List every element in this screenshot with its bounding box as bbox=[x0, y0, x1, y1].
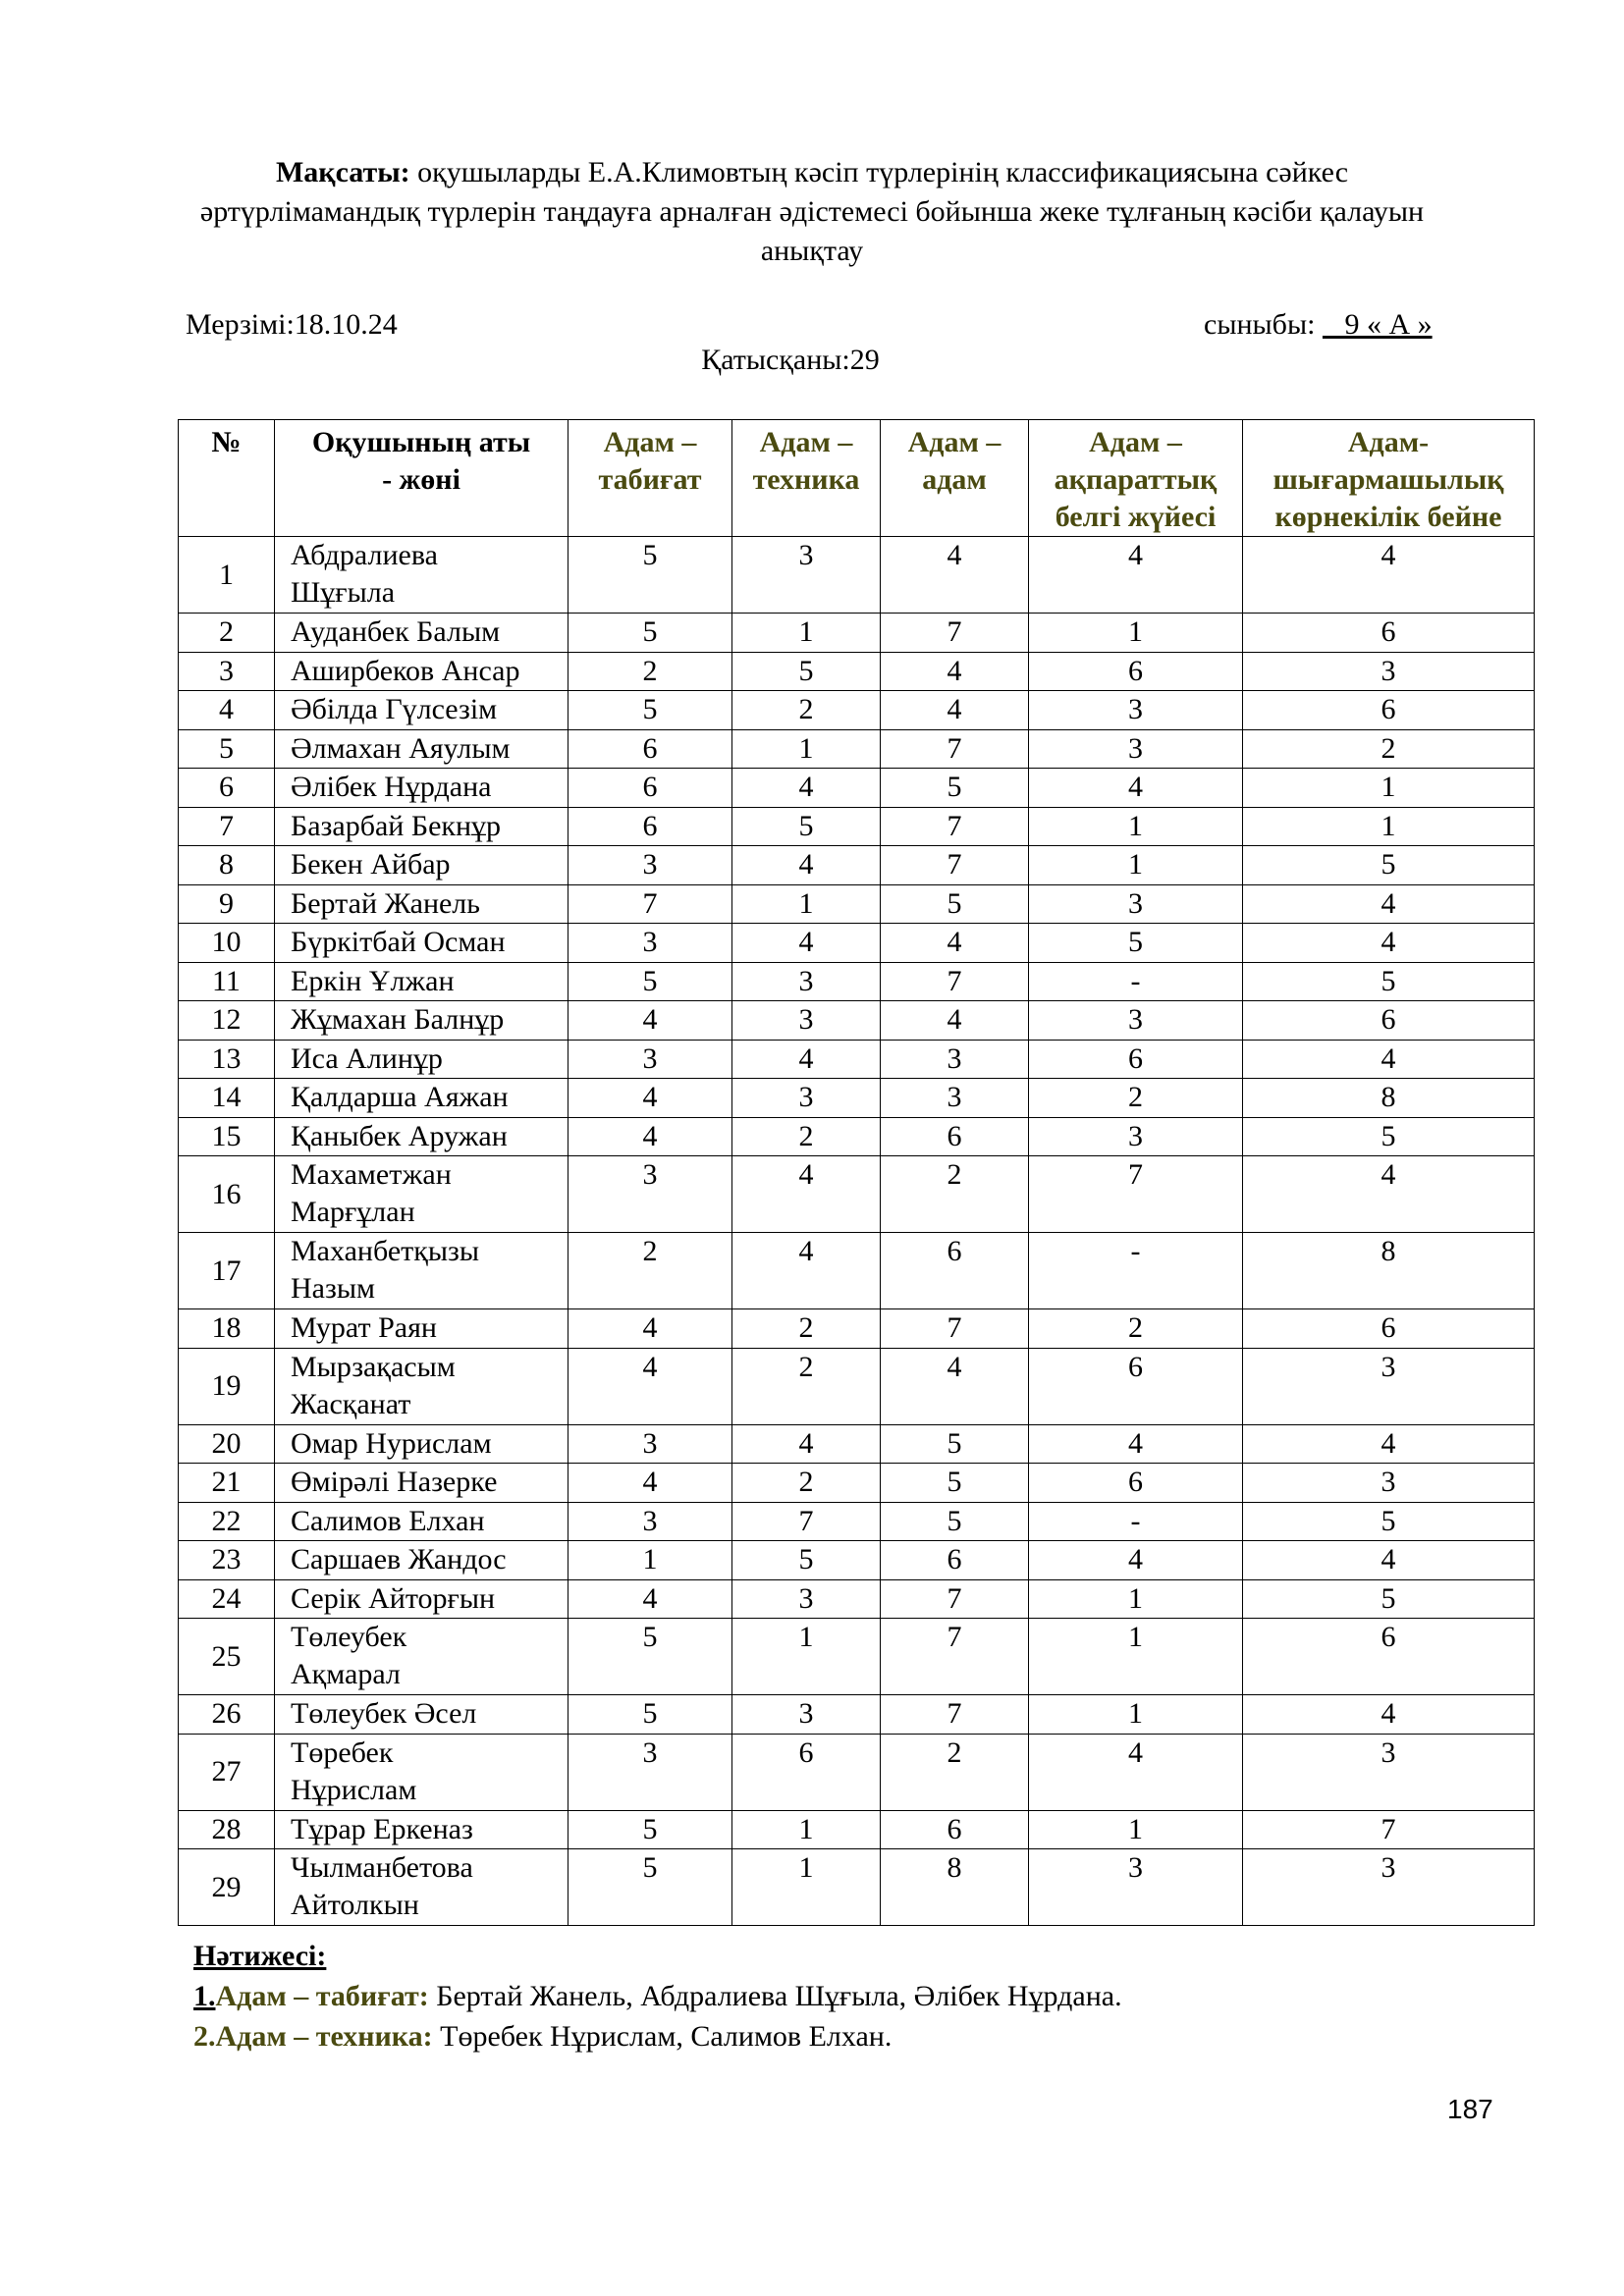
score-nature: 5 bbox=[568, 1810, 732, 1849]
student-name: Еркін Ұлжан bbox=[275, 962, 568, 1001]
table-row bbox=[179, 1734, 1535, 1810]
score-artistic: 1 bbox=[1243, 807, 1535, 846]
table-row bbox=[179, 1156, 1535, 1233]
score-sign-system: 1 bbox=[1029, 1810, 1243, 1849]
table-row bbox=[179, 1849, 1535, 1926]
score-human: 7 bbox=[881, 1619, 1029, 1695]
row-number: 24 bbox=[179, 1579, 275, 1619]
aim-line-2: әртүрлімамандық түрлерін таңдауға арналған әдістемесі бойынша жеке тұлғаның кәсіби қалауын bbox=[199, 195, 1425, 228]
aim-label: Мақсаты: bbox=[275, 156, 410, 188]
score-artistic: 5 bbox=[1243, 846, 1535, 885]
row-number: 7 bbox=[179, 807, 275, 846]
score-nature: 6 bbox=[568, 729, 732, 769]
score-sign-system: 1 bbox=[1029, 807, 1243, 846]
score-sign-system: 3 bbox=[1029, 729, 1243, 769]
table-row bbox=[179, 1309, 1535, 1349]
score-sign-system: 3 bbox=[1029, 691, 1243, 730]
student-name: Базарбай Бекнұр bbox=[275, 807, 568, 846]
score-human: 7 bbox=[881, 1695, 1029, 1735]
table-row bbox=[179, 884, 1535, 924]
score-nature: 5 bbox=[568, 691, 732, 730]
score-technics: 5 bbox=[732, 807, 881, 846]
score-nature: 6 bbox=[568, 769, 732, 808]
table-row bbox=[179, 769, 1535, 808]
table-row bbox=[179, 1810, 1535, 1849]
score-nature: 4 bbox=[568, 1579, 732, 1619]
row-number: 1 bbox=[179, 537, 275, 614]
score-artistic: 6 bbox=[1243, 1619, 1535, 1695]
score-technics: 4 bbox=[732, 1233, 881, 1309]
score-artistic: 4 bbox=[1243, 1040, 1535, 1079]
table-row bbox=[179, 1619, 1535, 1695]
aim-paragraph bbox=[86, 153, 1538, 271]
score-nature: 3 bbox=[568, 1502, 732, 1541]
score-technics: 3 bbox=[732, 962, 881, 1001]
score-artistic: 4 bbox=[1243, 884, 1535, 924]
student-name: Әлмахан Аяулым bbox=[275, 729, 568, 769]
student-name: Қалдарша Аяжан bbox=[275, 1079, 568, 1118]
score-sign-system: 4 bbox=[1029, 1734, 1243, 1810]
student-name: Маханбетқызы Назым bbox=[275, 1233, 568, 1309]
score-artistic: 3 bbox=[1243, 1348, 1535, 1424]
table-row bbox=[179, 924, 1535, 963]
score-human: 2 bbox=[881, 1156, 1029, 1233]
score-nature: 3 bbox=[568, 846, 732, 885]
participants-text: Қатысқаны:29 bbox=[701, 344, 880, 376]
header-nature: Адам – табиғат bbox=[568, 420, 732, 537]
score-human: 4 bbox=[881, 537, 1029, 614]
row-number: 26 bbox=[179, 1695, 275, 1735]
score-human: 7 bbox=[881, 1309, 1029, 1349]
score-artistic: 4 bbox=[1243, 1695, 1535, 1735]
score-human: 2 bbox=[881, 1734, 1029, 1810]
header-human: Адам – адам bbox=[881, 420, 1029, 537]
score-human: 4 bbox=[881, 652, 1029, 691]
score-artistic: 5 bbox=[1243, 1579, 1535, 1619]
student-name: Салимов Елхан bbox=[275, 1502, 568, 1541]
score-human: 7 bbox=[881, 614, 1029, 653]
score-human: 7 bbox=[881, 807, 1029, 846]
student-name: Омар Нурислам bbox=[275, 1424, 568, 1464]
score-nature: 3 bbox=[568, 1156, 732, 1233]
score-technics: 1 bbox=[732, 884, 881, 924]
score-artistic: 4 bbox=[1243, 1156, 1535, 1233]
score-human: 5 bbox=[881, 769, 1029, 808]
row-number: 27 bbox=[179, 1734, 275, 1810]
student-name: Мурат Раян bbox=[275, 1309, 568, 1349]
score-sign-system: 1 bbox=[1029, 614, 1243, 653]
row-number: 9 bbox=[179, 884, 275, 924]
score-human: 5 bbox=[881, 1464, 1029, 1503]
score-human: 4 bbox=[881, 1001, 1029, 1041]
row-number: 13 bbox=[179, 1040, 275, 1079]
student-name: Әлібек Нұрдана bbox=[275, 769, 568, 808]
score-sign-system: 5 bbox=[1029, 924, 1243, 963]
score-sign-system: 6 bbox=[1029, 1464, 1243, 1503]
score-nature: 3 bbox=[568, 924, 732, 963]
score-artistic: 7 bbox=[1243, 1810, 1535, 1849]
score-sign-system: - bbox=[1029, 1233, 1243, 1309]
student-name: Махаметжан Марғұлан bbox=[275, 1156, 568, 1233]
score-nature: 4 bbox=[568, 1348, 732, 1424]
row-number: 14 bbox=[179, 1079, 275, 1118]
score-human: 6 bbox=[881, 1810, 1029, 1849]
results-heading: Нәтижесі: bbox=[193, 1940, 327, 1972]
score-sign-system: 6 bbox=[1029, 1348, 1243, 1424]
score-technics: 1 bbox=[732, 1849, 881, 1926]
score-sign-system: 3 bbox=[1029, 1117, 1243, 1156]
score-technics: 2 bbox=[732, 1464, 881, 1503]
score-artistic: 3 bbox=[1243, 1734, 1535, 1810]
score-nature: 6 bbox=[568, 807, 732, 846]
student-name: Бүркітбай Осман bbox=[275, 924, 568, 963]
score-human: 7 bbox=[881, 962, 1029, 1001]
student-name: Жұмахан Балнұр bbox=[275, 1001, 568, 1041]
header-sign-system: Адам – ақпараттық белгі жүйесі bbox=[1029, 420, 1243, 537]
score-artistic: 3 bbox=[1243, 1849, 1535, 1926]
score-technics: 5 bbox=[732, 652, 881, 691]
score-technics: 7 bbox=[732, 1502, 881, 1541]
score-nature: 7 bbox=[568, 884, 732, 924]
table-row bbox=[179, 962, 1535, 1001]
score-technics: 4 bbox=[732, 1424, 881, 1464]
score-technics: 3 bbox=[732, 1695, 881, 1735]
score-nature: 5 bbox=[568, 1849, 732, 1926]
score-nature: 4 bbox=[568, 1079, 732, 1118]
table-row bbox=[179, 729, 1535, 769]
row-number: 28 bbox=[179, 1810, 275, 1849]
score-human: 4 bbox=[881, 691, 1029, 730]
score-technics: 3 bbox=[732, 1001, 881, 1041]
score-technics: 2 bbox=[732, 1309, 881, 1349]
score-nature: 5 bbox=[568, 614, 732, 653]
table-row bbox=[179, 1579, 1535, 1619]
row-number: 8 bbox=[179, 846, 275, 885]
row-number: 18 bbox=[179, 1309, 275, 1349]
score-technics: 4 bbox=[732, 769, 881, 808]
score-human: 5 bbox=[881, 1424, 1029, 1464]
student-name: Тұрар Еркеназ bbox=[275, 1810, 568, 1849]
row-number: 19 bbox=[179, 1348, 275, 1424]
score-artistic: 5 bbox=[1243, 1117, 1535, 1156]
table-row bbox=[179, 846, 1535, 885]
score-human: 5 bbox=[881, 1502, 1029, 1541]
score-nature: 3 bbox=[568, 1734, 732, 1810]
table-row bbox=[179, 1348, 1535, 1424]
row-number: 5 bbox=[179, 729, 275, 769]
score-artistic: 8 bbox=[1243, 1079, 1535, 1118]
score-sign-system: 4 bbox=[1029, 769, 1243, 808]
score-human: 3 bbox=[881, 1040, 1029, 1079]
score-nature: 5 bbox=[568, 962, 732, 1001]
score-technics: 6 bbox=[732, 1734, 881, 1810]
student-name: Саршаев Жандос bbox=[275, 1541, 568, 1580]
row-number: 6 bbox=[179, 769, 275, 808]
score-technics: 4 bbox=[732, 846, 881, 885]
result-item-2: 2.Адам – техника: Төребек Нұрислам, Салимов Елхан. bbox=[193, 2020, 893, 2053]
score-nature: 3 bbox=[568, 1040, 732, 1079]
result-item-1: 1.Адам – табиғат: Бертай Жанель, Абдралиева Шұғыла, Әлібек Нұрдана. bbox=[193, 1980, 1122, 2012]
score-technics: 3 bbox=[732, 1579, 881, 1619]
score-nature: 5 bbox=[568, 1619, 732, 1695]
score-artistic: 6 bbox=[1243, 691, 1535, 730]
score-artistic: 3 bbox=[1243, 1464, 1535, 1503]
row-number: 4 bbox=[179, 691, 275, 730]
score-sign-system: 3 bbox=[1029, 884, 1243, 924]
score-sign-system: - bbox=[1029, 1502, 1243, 1541]
score-human: 7 bbox=[881, 846, 1029, 885]
row-number: 2 bbox=[179, 614, 275, 653]
student-name: Бекен Айбар bbox=[275, 846, 568, 885]
score-technics: 5 bbox=[732, 1541, 881, 1580]
row-number: 23 bbox=[179, 1541, 275, 1580]
student-name: Чылманбетова Айтолкын bbox=[275, 1849, 568, 1926]
score-nature: 4 bbox=[568, 1117, 732, 1156]
student-name: Төлеубек Әсел bbox=[275, 1695, 568, 1735]
class-info bbox=[1204, 308, 1433, 342]
student-name: Мырзақасым Жасқанат bbox=[275, 1348, 568, 1424]
score-nature: 3 bbox=[568, 1424, 732, 1464]
row-number: 17 bbox=[179, 1233, 275, 1309]
score-sign-system: - bbox=[1029, 962, 1243, 1001]
score-sign-system: 3 bbox=[1029, 1001, 1243, 1041]
score-sign-system: 2 bbox=[1029, 1309, 1243, 1349]
header-artistic: Адам- шығармашылық көрнекілік бейне bbox=[1243, 420, 1535, 537]
score-sign-system: 4 bbox=[1029, 537, 1243, 614]
table-row bbox=[179, 1541, 1535, 1580]
aim-line-3: анықтау bbox=[760, 235, 864, 267]
table-row bbox=[179, 1079, 1535, 1118]
score-nature: 1 bbox=[568, 1541, 732, 1580]
score-nature: 2 bbox=[568, 652, 732, 691]
score-sign-system: 1 bbox=[1029, 1619, 1243, 1695]
page-number: 187 bbox=[1447, 2094, 1493, 2124]
score-sign-system: 2 bbox=[1029, 1079, 1243, 1118]
row-number: 11 bbox=[179, 962, 275, 1001]
score-sign-system: 6 bbox=[1029, 1040, 1243, 1079]
score-artistic: 3 bbox=[1243, 652, 1535, 691]
row-number: 22 bbox=[179, 1502, 275, 1541]
row-number: 10 bbox=[179, 924, 275, 963]
score-sign-system: 7 bbox=[1029, 1156, 1243, 1233]
score-human: 6 bbox=[881, 1117, 1029, 1156]
score-sign-system: 4 bbox=[1029, 1541, 1243, 1580]
table-row bbox=[179, 1464, 1535, 1503]
table-row bbox=[179, 1233, 1535, 1309]
score-sign-system: 1 bbox=[1029, 1579, 1243, 1619]
aim-line-1: оқушыларды Е.А.Климовтың кәсіп түрлерінің классификациясына сәйкес bbox=[409, 156, 1349, 188]
student-name: Әбілда Гүлсезім bbox=[275, 691, 568, 730]
score-sign-system: 3 bbox=[1029, 1849, 1243, 1926]
header-name: Оқушының аты - жөні bbox=[275, 420, 568, 537]
table-row bbox=[179, 1502, 1535, 1541]
score-artistic: 4 bbox=[1243, 1541, 1535, 1580]
table-row bbox=[179, 1695, 1535, 1735]
score-human: 4 bbox=[881, 924, 1029, 963]
table-row bbox=[179, 1040, 1535, 1079]
student-name: Иса Алинұр bbox=[275, 1040, 568, 1079]
student-name: Абдралиева Шұғыла bbox=[275, 537, 568, 614]
score-artistic: 6 bbox=[1243, 1001, 1535, 1041]
table-row bbox=[179, 537, 1535, 614]
score-technics: 4 bbox=[732, 1156, 881, 1233]
score-human: 8 bbox=[881, 1849, 1029, 1926]
score-sign-system: 4 bbox=[1029, 1424, 1243, 1464]
score-technics: 3 bbox=[732, 537, 881, 614]
results-section bbox=[193, 1936, 1122, 2056]
score-technics: 4 bbox=[732, 924, 881, 963]
score-sign-system: 6 bbox=[1029, 652, 1243, 691]
score-human: 4 bbox=[881, 1348, 1029, 1424]
header-technics: Адам – техника bbox=[732, 420, 881, 537]
score-technics: 2 bbox=[732, 1348, 881, 1424]
row-number: 21 bbox=[179, 1464, 275, 1503]
score-human: 6 bbox=[881, 1541, 1029, 1580]
student-name: Төребек Нұрислам bbox=[275, 1734, 568, 1810]
score-technics: 1 bbox=[732, 1619, 881, 1695]
student-name: Төлеубек Ақмарал bbox=[275, 1619, 568, 1695]
score-human: 3 bbox=[881, 1079, 1029, 1118]
student-name: Қаныбек Аружан bbox=[275, 1117, 568, 1156]
score-technics: 3 bbox=[732, 1079, 881, 1118]
table-row bbox=[179, 691, 1535, 730]
header-num: № bbox=[179, 420, 275, 537]
row-number: 3 bbox=[179, 652, 275, 691]
score-artistic: 6 bbox=[1243, 614, 1535, 653]
score-artistic: 6 bbox=[1243, 1309, 1535, 1349]
score-artistic: 2 bbox=[1243, 729, 1535, 769]
student-name: Бертай Жанель bbox=[275, 884, 568, 924]
score-nature: 2 bbox=[568, 1233, 732, 1309]
score-human: 5 bbox=[881, 884, 1029, 924]
score-nature: 4 bbox=[568, 1309, 732, 1349]
score-nature: 5 bbox=[568, 537, 732, 614]
table-row bbox=[179, 1424, 1535, 1464]
table-row bbox=[179, 1117, 1535, 1156]
student-name: Өмірәлі Назерке bbox=[275, 1464, 568, 1503]
score-artistic: 1 bbox=[1243, 769, 1535, 808]
score-artistic: 4 bbox=[1243, 1424, 1535, 1464]
score-sign-system: 1 bbox=[1029, 846, 1243, 885]
table-row bbox=[179, 807, 1535, 846]
row-number: 20 bbox=[179, 1424, 275, 1464]
row-number: 12 bbox=[179, 1001, 275, 1041]
score-nature: 4 bbox=[568, 1001, 732, 1041]
table-row bbox=[179, 614, 1535, 653]
score-human: 7 bbox=[881, 1579, 1029, 1619]
row-number: 15 bbox=[179, 1117, 275, 1156]
score-nature: 4 bbox=[568, 1464, 732, 1503]
score-human: 6 bbox=[881, 1233, 1029, 1309]
table-row bbox=[179, 652, 1535, 691]
score-technics: 4 bbox=[732, 1040, 881, 1079]
score-technics: 2 bbox=[732, 691, 881, 730]
results-table bbox=[178, 419, 1535, 1926]
score-technics: 1 bbox=[732, 1810, 881, 1849]
row-number: 16 bbox=[179, 1156, 275, 1233]
score-artistic: 4 bbox=[1243, 537, 1535, 614]
row-number: 25 bbox=[179, 1619, 275, 1695]
student-name: Ауданбек Балым bbox=[275, 614, 568, 653]
table-header-row bbox=[179, 420, 1535, 537]
table-row bbox=[179, 1001, 1535, 1041]
score-technics: 1 bbox=[732, 729, 881, 769]
class-value: 9 « А » bbox=[1322, 308, 1433, 341]
score-artistic: 5 bbox=[1243, 962, 1535, 1001]
date-text: Мерзімі:18.10.24 bbox=[186, 308, 398, 341]
score-artistic: 8 bbox=[1243, 1233, 1535, 1309]
score-artistic: 4 bbox=[1243, 924, 1535, 963]
score-nature: 5 bbox=[568, 1695, 732, 1735]
class-label: сыныбы: bbox=[1204, 308, 1323, 341]
score-artistic: 5 bbox=[1243, 1502, 1535, 1541]
score-sign-system: 1 bbox=[1029, 1695, 1243, 1735]
score-technics: 2 bbox=[732, 1117, 881, 1156]
student-name: Аширбеков Ансар bbox=[275, 652, 568, 691]
student-name: Серік Айторғын bbox=[275, 1579, 568, 1619]
row-number: 29 bbox=[179, 1849, 275, 1926]
score-technics: 1 bbox=[732, 614, 881, 653]
score-human: 7 bbox=[881, 729, 1029, 769]
